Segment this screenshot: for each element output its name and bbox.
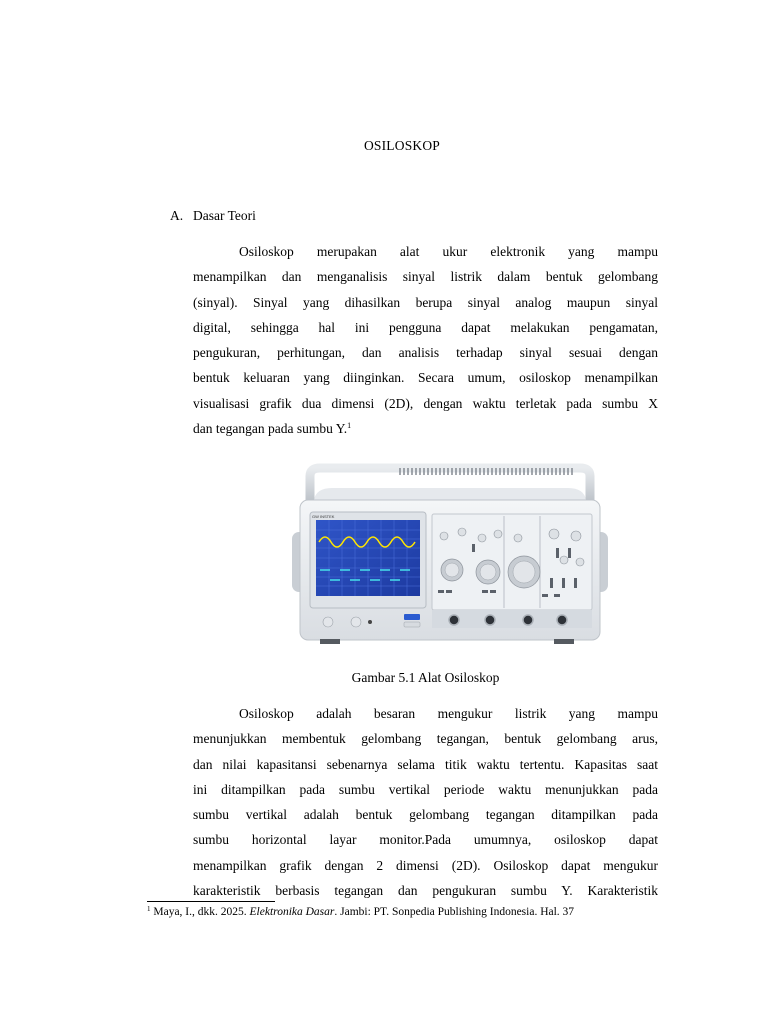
figure-caption: Gambar 5.1 Alat Osiloskop — [351, 670, 500, 685]
footnote-book-title: Elektronika Dasar — [249, 906, 335, 918]
document-title: OSILOSKOP — [363, 138, 441, 153]
section-number: A. — [170, 208, 184, 223]
paragraph-line: Osiloskop merupakan alat ukur elektronik yang mampu — [239, 244, 658, 259]
section-heading-text: Dasar Teori — [193, 208, 256, 223]
oscilloscope-figure — [292, 462, 608, 652]
paragraph-line: (sinyal). Sinyal yang dihasilkan berupa sinyal analog maupun sinyal — [193, 294, 658, 310]
paragraph-osiloskop — [193, 701, 658, 903]
paragraph-line: ini ditampilkan pada sumbu vertikal periode waktu menunjukkan pada — [193, 781, 658, 797]
paragraph-line: menampilkan grafik dengan 2 dimensi (2D). Osiloskop dapat mengukur — [193, 857, 658, 873]
footnote-divider — [147, 901, 275, 902]
footnote-publisher: . Jambi: PT. Sonpedia Publishing Indonesia. Hal. 37 — [334, 906, 575, 918]
paragraph-line: digital, sehingga hal ini pengguna dapat melakukan pengamatan, — [193, 319, 658, 335]
paragraph-line-text: dan tegangan pada sumbu Y. — [193, 421, 348, 437]
footnote-reference[interactable]: 1 — [347, 421, 352, 431]
paragraph-line: menunjukkan membentuk gelombang tegangan, bentuk gelombang arus, — [193, 731, 658, 747]
paragraph-line: visualisasi grafik dua dimensi (2D), dengan waktu terletak pada sumbu X — [193, 395, 658, 411]
section-heading — [170, 208, 256, 224]
paragraph-dasar-teori — [193, 239, 658, 441]
paragraph-line: karakteristik berbasis tegangan dan pengukuran sumbu Y. Karakteristik — [193, 883, 658, 899]
paragraph-line: pengukuran, perhitungan, dan analisis terhadap sinyal sesuai dengan — [193, 345, 658, 361]
footnote-authors: Maya, I., dkk. 2025. — [153, 906, 250, 918]
paragraph-line: sumbu vertikal adalah bentuk gelombang tegangan ditampilkan pada — [193, 807, 658, 823]
footnote — [147, 906, 574, 918]
paragraph-line: sumbu horizontal layar monitor.Pada umumnya, osiloskop dapat — [193, 832, 658, 848]
paragraph-line: menampilkan dan menganalisis sinyal listrik dalam bentuk gelombang — [193, 269, 658, 285]
paragraph-line: bentuk keluaran yang diinginkan. Secara umum, osiloskop menampilkan — [193, 370, 658, 386]
footnote-number: 1 — [147, 905, 151, 913]
paragraph-line: Osiloskop adalah besaran mengukur listrik yang mampu — [239, 706, 658, 721]
paragraph-line: dan nilai kapasitansi sebenarnya selama titik waktu tertentu. Kapasitas saat — [193, 756, 658, 772]
figure-brand-label: GW INSTEK — [312, 514, 335, 519]
paragraph-line-last — [193, 416, 658, 441]
